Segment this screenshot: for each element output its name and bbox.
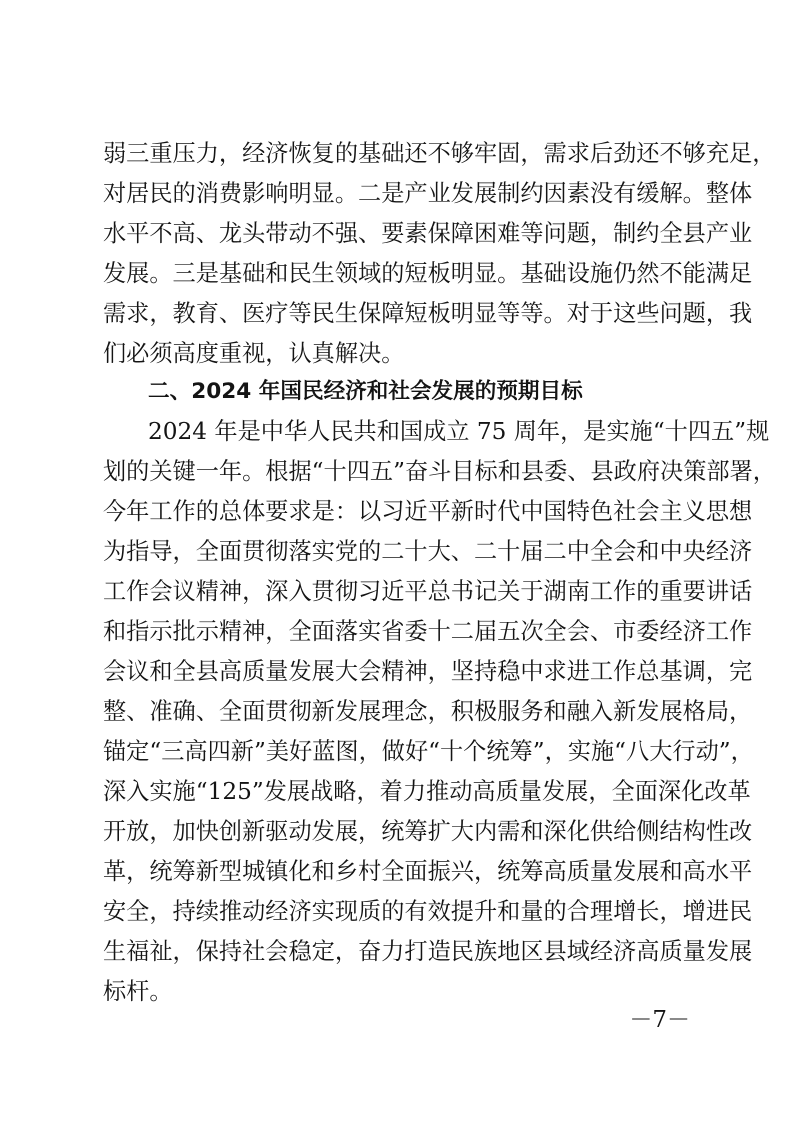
paragraph-line: 们必须高度重视，认真解决。: [103, 340, 405, 367]
section-heading: 二、2024 年国民经济和社会发展的预期目标: [148, 379, 583, 404]
paragraph-line: 需求，教育、医疗等民生保障短板明显等等。对于这些问题，我: [103, 300, 753, 327]
paragraph-line: 标杆。: [103, 978, 173, 1005]
paragraph-line: 会议和全县高质量发展大会精神，坚持稳中求进工作总基调，完: [103, 658, 753, 685]
paragraph-line: 工作会议精神，深入贯彻习近平总书记关于湖南工作的重要讲话: [103, 578, 753, 605]
paragraph-line: 对居民的消费影响明显。二是产业发展制约因素没有缓解。整体: [103, 180, 753, 207]
paragraph-line: 安全，持续推动经济实现质的有效提升和量的合理增长，增进民: [103, 898, 753, 925]
paragraph-line: 发展。三是基础和民生领域的短板明显。基础设施仍然不能满足: [103, 260, 753, 287]
paragraph-line: 为指导，全面贯彻落实党的二十大、二十届二中全会和中央经济: [103, 538, 753, 565]
paragraph-line: 开放，加快创新驱动发展，统筹扩大内需和深化供给侧结构性改: [103, 818, 753, 845]
paragraph-line: 生福祉，保持社会稳定，奋力打造民族地区县域经济高质量发展: [103, 938, 753, 965]
paragraph-line: 划的关键一年。根据“十四五”奋斗目标和县委、县政府决策部署，: [103, 458, 776, 485]
page-number: －7－: [629, 1007, 690, 1033]
paragraph-line: 锚定“三高四新”美好蓝图，做好“十个统筹”，实施“八大行动”，: [103, 738, 754, 765]
paragraph-line: 深入实施“125”发展战略，着力推动高质量发展，全面深化改革: [103, 778, 751, 805]
paragraph-line: 和指示批示精神，全面落实省委十二届五次全会、市委经济工作: [103, 618, 753, 645]
paragraph-line: 弱三重压力，经济恢复的基础还不够牢固，需求后劲还不够充足，: [103, 140, 776, 167]
paragraph-line: 整、准确、全面贯彻新发展理念，积极服务和融入新发展格局，: [103, 698, 753, 725]
paragraph-line: 今年工作的总体要求是：以习近平新时代中国特色社会主义思想: [103, 498, 753, 525]
paragraph-line: 水平不高、龙头带动不强、要素保障困难等问题，制约全县产业: [103, 220, 753, 247]
paragraph-line: 革，统筹新型城镇化和乡村全面振兴，统筹高质量发展和高水平: [103, 858, 753, 885]
paragraph-line: 2024 年是中华人民共和国成立 75 周年，是实施“十四五”规: [148, 418, 770, 445]
